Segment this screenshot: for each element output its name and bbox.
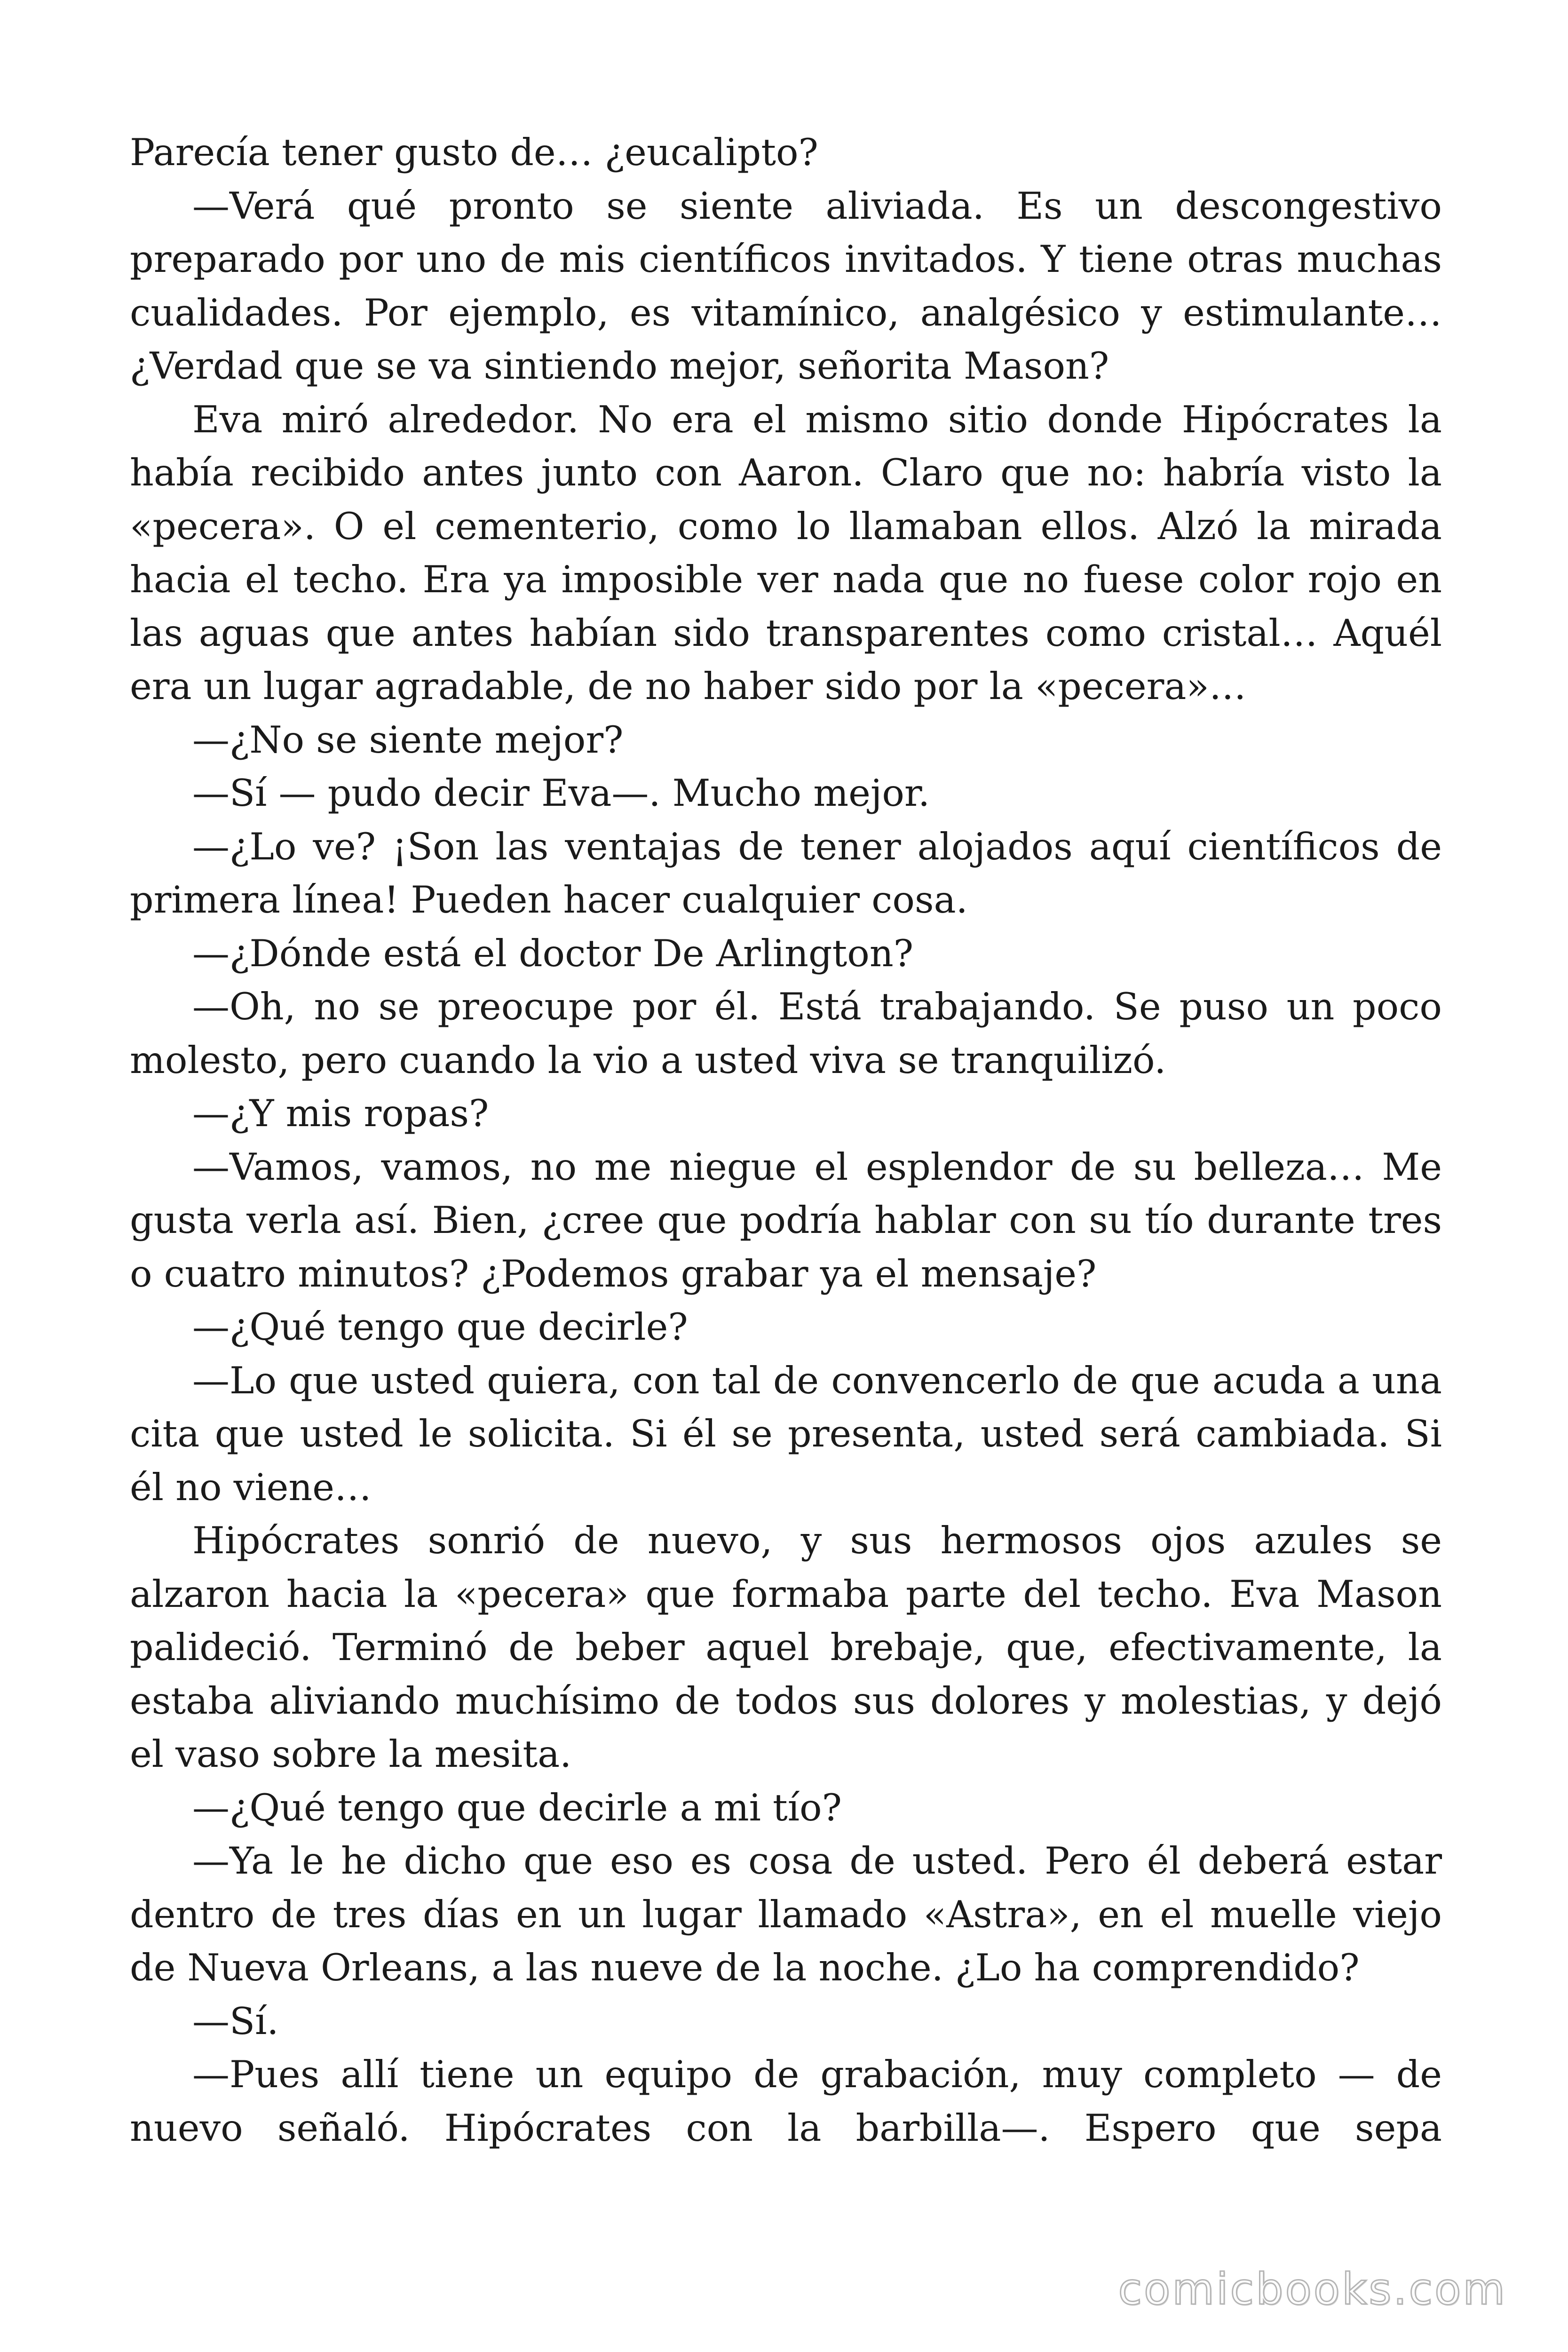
paragraph-2: —Verá qué pronto se siente aliviada. Es un descongestivo preparado por uno de mis científicos invitados. Y tiene otras muchas cualidades. Por ejemplo, es vitamínico, analgésico y estimulante… ¿Verdad que se va sintiendo mejor, señorita Mason? (130, 184, 1442, 388)
paragraph-15: —Ya le he dicho que eso es cosa de usted. Pero él deberá estar dentro de tres días en un lugar llamado «Astra», en el muelle viejo de Nueva Orleans, a las nueve de la noche. ¿Lo ha comprendido? (130, 1839, 1442, 1989)
paragraph-7: —¿Dónde está el doctor De Arlington? (192, 931, 914, 975)
paragraph-9: —¿Y mis ropas? (192, 1092, 489, 1135)
paragraph-11: —¿Qué tengo que decirle? (192, 1305, 688, 1349)
paragraph-12: —Lo que usted quiera, con tal de convencerlo de que acuda a una cita que usted le solicita. Si él se presenta, usted será cambiada. Si él no viene… (130, 1359, 1442, 1509)
paragraph-14: —¿Qué tengo que decirle a mi tío? (192, 1786, 842, 1829)
paragraph-1: Parecía tener gusto de… ¿eucalipto? (130, 131, 818, 174)
paragraph-8: —Oh, no se preocupe por él. Está trabajando. Se puso un poco molesto, pero cuando la vio a usted viva se tranquilizó. (130, 985, 1442, 1082)
paragraph-13: Hipócrates sonrió de nuevo, y sus hermosos ojos azules se alzaron hacia la «pecera» que formaba parte del techo. Eva Mason palideció. Terminó de beber aquel brebaje, que, efectivamente, la estaba aliviando muchísimo de todos sus dolores y molestias, y dejó el vaso sobre la mesita. (130, 1519, 1442, 1776)
paragraph-17: —Pues allí tiene un equipo de grabación, muy completo — de nuevo señaló. Hipócrates con la barbilla—. Espero que sepa (130, 2053, 1442, 2150)
paragraph-16: —Sí. (192, 1999, 279, 2043)
site-watermark: comicbooks.com (1118, 2264, 1507, 2314)
paragraph-6: —¿Lo ve? ¡Son las ventajas de tener alojados aquí científicos de primera línea! Pueden hacer cualquier cosa. (130, 825, 1442, 922)
paragraph-5: —Sí — pudo decir Eva—. Mucho mejor. (192, 771, 930, 815)
page-text (130, 126, 1442, 2155)
paragraph-4: —¿No se siente mejor? (192, 718, 624, 762)
paragraph-3: Eva miró alrededor. No era el mismo sitio donde Hipócrates la había recibido antes junto con Aaron. Claro que no: habría visto la «pecera». O el cementerio, como lo llamaban ellos. Alzó la mirada hacia el techo. Era ya imposible ver nada que no fuese color rojo en las aguas que antes habían sido transparentes como cristal… Aquél era un lugar agradable, de no haber sido por la «pecera»… (130, 397, 1442, 708)
paragraph-10: —Vamos, vamos, no me niegue el esplendor de su belleza… Me gusta verla así. Bien, ¿cree que podría hablar con su tío durante tres o cuatro minutos? ¿Podemos grabar ya el mensaje? (130, 1145, 1442, 1295)
